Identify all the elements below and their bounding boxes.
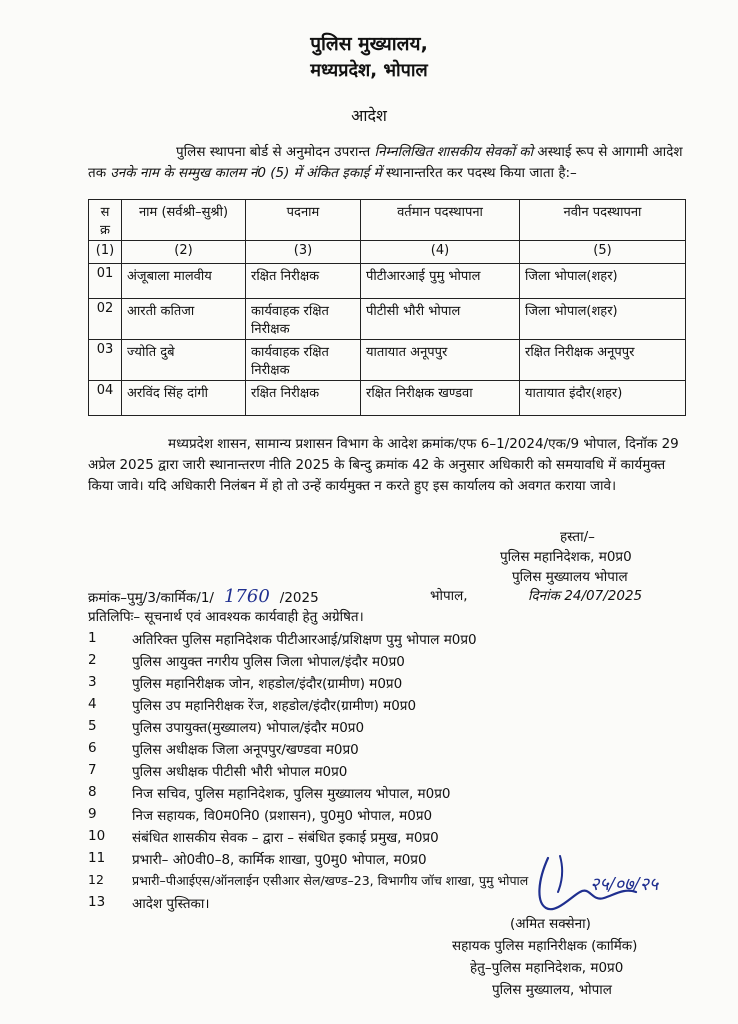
list-item-number: 6 xyxy=(88,740,97,756)
cell-new-posting: जिला भोपाल(शहर) xyxy=(520,264,686,299)
header-serial: स क्र xyxy=(89,200,122,241)
copy-to-label: प्रतिलिपिः– सूचनार्थ एवं आवश्यक कार्यवाही हेतु अग्रेषित। xyxy=(88,609,364,625)
list-item xyxy=(88,652,708,674)
signatory-designation: सहायक पुलिस महानिरीक्षक (कार्मिक) xyxy=(452,938,638,954)
list-item-text: प्रभारी– ओ0वी0–8, कार्मिक शाखा, पु0मु0 भोपाल, म0प्र0 xyxy=(132,852,427,868)
list-item xyxy=(88,674,708,696)
cell-designation: रक्षित निरीक्षक xyxy=(246,381,361,416)
col-num: (1) xyxy=(89,241,122,264)
list-item-text: पुलिस उपायुक्त(मुख्यालय) भोपाल/इंदौर म0प्र0 xyxy=(132,720,365,736)
list-item-number: 3 xyxy=(88,674,97,690)
list-item-text: पुलिस अधीक्षक पीटीसी भौरी भोपाल म0प्र0 xyxy=(132,764,348,780)
list-item xyxy=(88,696,708,718)
list-item-text: निज सचिव, पुलिस महानिदेशक, पुलिस मुख्यालय भोपाल, म0प्र0 xyxy=(132,786,451,802)
reference-year: /2025 xyxy=(279,590,319,606)
list-item-number: 1 xyxy=(88,630,97,646)
list-item-number: 10 xyxy=(88,828,106,844)
table-row xyxy=(89,264,686,299)
reference-number xyxy=(88,586,319,607)
dgp-designation: पुलिस महानिदेशक, म0प्र0 xyxy=(500,549,632,565)
list-item-text: अतिरिक्त पुलिस महानिदेशक पीटीआरआई/प्रशिक्षण पुमु भोपाल म0प्र0 xyxy=(132,632,477,648)
list-item xyxy=(88,718,708,740)
signatory-name: (अमित सक्सेना) xyxy=(510,916,591,932)
intro-text-3: स्थानान्तरित कर पदस्थ किया जाता है:– xyxy=(381,165,577,181)
table-row xyxy=(89,340,686,381)
reference-place: भोपाल, xyxy=(430,588,468,604)
cell-name: आरती कतिजा xyxy=(122,299,246,340)
list-item-number: 12 xyxy=(88,872,104,887)
table-row xyxy=(89,299,686,340)
list-item xyxy=(88,630,708,652)
cell-designation: कार्यवाहक रक्षित निरीक्षक xyxy=(246,299,361,340)
dgp-office: पुलिस मुख्यालय भोपाल xyxy=(512,569,628,585)
cell-designation: कार्यवाहक रक्षित निरीक्षक xyxy=(246,340,361,381)
cell-new-posting: जिला भोपाल(शहर) xyxy=(520,299,686,340)
reference-date: दिनांक 24/07/2025 xyxy=(528,588,643,604)
list-item-text: पुलिस आयुक्त नगरीय पुलिस जिला भोपाल/इंदौर म0प्र0 xyxy=(132,654,405,670)
list-item-number: 8 xyxy=(88,784,97,800)
cell-current-posting: यातायात अनूपपुर xyxy=(361,340,520,381)
reference-handwritten-number: 1760 xyxy=(223,586,270,607)
cell-current-posting: पीटीसी भौरी भोपाल xyxy=(361,299,520,340)
col-num: (5) xyxy=(520,241,686,264)
list-item xyxy=(88,762,708,784)
intro-text-2: अस्थाई रूप से आगामी आदेश तक xyxy=(88,144,683,181)
list-item xyxy=(88,806,708,828)
signatory-for: हेतु–पुलिस महानिदेशक, म0प्र0 xyxy=(470,960,624,976)
list-item xyxy=(88,828,708,850)
list-item-text: आदेश पुस्तिका। xyxy=(132,896,210,912)
reference-prefix: क्रमांक–पुमु/3/कार्मिक/1/ xyxy=(88,590,214,606)
order-title: आदेश xyxy=(351,106,387,125)
cell-serial: 04 xyxy=(89,381,122,416)
list-item-number: 2 xyxy=(88,652,97,668)
handwritten-signature xyxy=(520,852,680,922)
column-number-row xyxy=(89,241,686,264)
cell-serial: 03 xyxy=(89,340,122,381)
cell-name: अरविंद सिंह दांगी xyxy=(122,381,246,416)
policy-paragraph: मध्यप्रदेश शासन, सामान्य प्रशासन विभाग के आदेश क्रमांक/एफ 6–1/2024/एक/9 भोपाल, दिनॉक 29 अप्रेल 2025 द्वारा जारी स्थानान्तरण नीति 2025 के बिन्दु क्रमांक 42 के अनुसार अधिकारी को समयावधि में कार्यमुक्त किया जावे। यदि अधिकारी निलंबन में हो तो उन्हें कार्यमुक्त न करते हुए इस कार्यालय को अवगत कराया जावे। xyxy=(88,436,679,494)
list-item-number: 5 xyxy=(88,718,97,734)
cell-current-posting: पीटीआरआई पुमु भोपाल xyxy=(361,264,520,299)
posting-table xyxy=(88,199,686,416)
header-name: नाम (सर्वश्री–सुश्री) xyxy=(122,200,246,241)
cell-current-posting: रक्षित निरीक्षक खण्डवा xyxy=(361,381,520,416)
intro-text-1: पुलिस स्थापना बोर्ड से अनुमोदन उपरान्त xyxy=(176,144,375,160)
cell-new-posting: यातायात इंदौर(शहर) xyxy=(520,381,686,416)
cell-name: अंजूबाला मालवीय xyxy=(122,264,246,299)
list-item xyxy=(88,740,708,762)
list-item xyxy=(88,784,708,806)
list-item-text: प्रभारी–पीआईएस/ऑनलाईन एसीआर सेल/खण्ड–23, विभागीय जॉच शाखा, पुमु भोपाल xyxy=(132,873,529,888)
cell-new-posting: रक्षित निरीक्षक अनूपपुर xyxy=(520,340,686,381)
cell-serial: 02 xyxy=(89,299,122,340)
list-item-number: 11 xyxy=(88,850,106,866)
list-item-text: पुलिस अधीक्षक जिला अनूपपुर/खण्डवा म0प्र0 xyxy=(132,742,359,758)
header-designation: पदनाम xyxy=(246,200,361,241)
list-item-text: पुलिस महानिरीक्षक जोन, शहडोल/इंदौर(ग्रामीण) म0प्र0 xyxy=(132,676,403,692)
intro-emphasis-1: निम्नलिखित शासकीय सेवकों को xyxy=(374,144,534,160)
list-item-text: निज सहायक, वि0म0नि0 (प्रशासन), पु0मु0 भोपाल, म0प्र0 xyxy=(132,808,433,824)
list-item-text: पुलिस उप महानिरीक्षक रेंज, शहडोल/इंदौर(ग्रामीण) म0प्र0 xyxy=(132,698,417,714)
col-num: (4) xyxy=(361,241,520,264)
list-item-text: संबंधित शासकीय सेवक – द्वारा – संबंधित इकाई प्रमुख, म0प्र0 xyxy=(132,830,439,846)
signed-mark: हस्ता/– xyxy=(560,529,595,545)
list-item-number: 9 xyxy=(88,806,97,822)
intro-emphasis-2: उनके नाम के सम्मुख कालम नं0 (5) में अंकित इकाई में xyxy=(110,165,382,181)
signatory-office: पुलिस मुख्यालय, भोपाल xyxy=(492,982,612,998)
table-header-row xyxy=(89,200,686,241)
signature-initials: २५/०७/२५ xyxy=(590,874,659,895)
cell-name: ज्योति दुबे xyxy=(122,340,246,381)
list-item-number: 7 xyxy=(88,762,97,778)
table-row xyxy=(89,381,686,416)
cell-designation: रक्षित निरीक्षक xyxy=(246,264,361,299)
cell-serial: 01 xyxy=(89,264,122,299)
list-item-number: 4 xyxy=(88,696,97,712)
header-current-posting: वर्तमान पदस्थापना xyxy=(361,200,520,241)
list-item-number: 13 xyxy=(88,894,106,910)
col-num: (2) xyxy=(122,241,246,264)
office-heading: पुलिस मुख्यालय, xyxy=(310,33,428,55)
header-new-posting: नवीन पदस्थापना xyxy=(520,200,686,241)
intro-paragraph xyxy=(88,142,688,184)
col-num: (3) xyxy=(246,241,361,264)
location-heading: मध्यप्रदेश, भोपाल xyxy=(310,60,428,81)
